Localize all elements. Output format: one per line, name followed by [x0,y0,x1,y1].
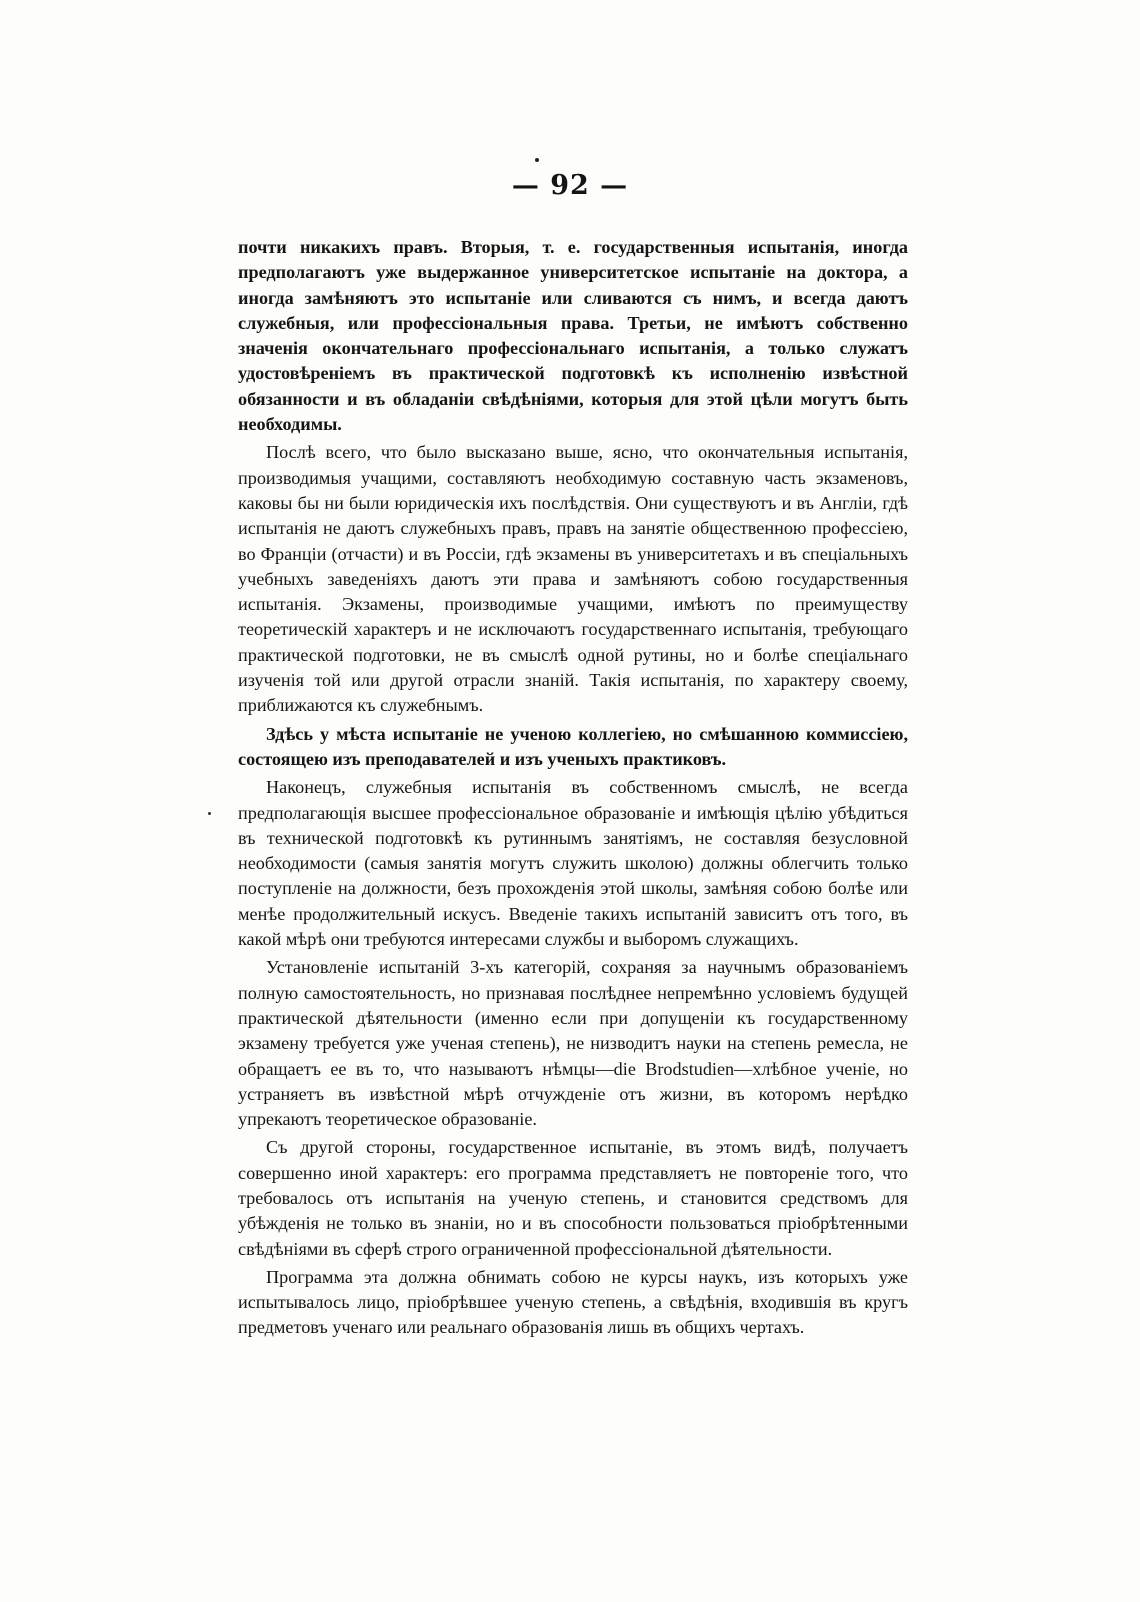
margin-mark [208,812,211,815]
page-number: — 92 — [511,170,629,201]
paragraph-5: Установленіе испытаній 3-хъ категорій, сохраняя за научнымъ образованіемъ полную самостоятельность, но признавая послѣднее непремѣнно условіемъ будущей практической дѣятельности (именно если при допущеніи къ государственному экзамену требуется уже ученая степень), не низводитъ науки на степень ремесла, не обращаетъ ее въ то, что называютъ нѣмцы—die Brodstudien—хлѣбное ученіе, но устраняетъ въ извѣстной мѣрѣ отчужденіе отъ жизни, въ которомъ нерѣдко упрекаютъ теоретическое образованіе. [238,957,908,1130]
paragraph-2: Послѣ всего, что было высказано выше, ясно, что окончательныя испытанія, производимыя учащими, составляютъ необходимую составную часть экзаменовъ, каковы бы ни были юридическія ихъ послѣдствія. Они существуютъ и въ Англіи, гдѣ испытанія не даютъ служебныхъ правъ, правъ на занятіе общественною профессіею, во Франціи (отчасти) и въ Россіи, гдѣ экзамены въ университетахъ и въ спеціальныхъ учебныхъ заведеніяхъ даютъ эти права и замѣняютъ собою государственныя испытанія. Экзамены, производимые учащими, имѣютъ по преимуществу теоретическій характеръ и не исключаютъ государственнаго испытанія, требующаго практической подготовки, не въ смыслѣ одной рутины, но и болѣе спеціальнаго изученія той или другой отрасли знаній. Такія испытанія, по характеру своему, приближаются къ служебнымъ. [238,442,908,716]
body-text [238,235,908,1344]
paragraph-3: Здѣсь у мѣста испытаніе не ученою коллегіею, но смѣшанною коммиссіею, состоящею изъ преподавателей и изъ ученыхъ практиковъ. [238,723,908,769]
paragraph-6: Съ другой стороны, государственное испытаніе, въ этомъ видѣ, получаетъ совершенно иной характеръ: его программа представляетъ не повтореніе того, что требовалось отъ испытанія на ученую степень, и становится средствомъ для убѣжденія не только въ знаніи, но и въ способности пользоваться пріобрѣтенными свѣдѣніями въ сферѣ строго ограниченной профессіональной дѣятельности. [238,1137,908,1259]
print-mark [535,158,539,162]
paragraph-7: Программа эта должна обнимать собою не курсы наукъ, изъ которыхъ уже испытывалось лицо, пріобрѣвшее ученую степень, а свѣдѣнія, входившія въ кругъ предметовъ ученаго или реальнаго образованія лишь въ общихъ чертахъ. [238,1266,908,1338]
paragraph-1: почти никакихъ правъ. Вторыя, т. е. государственныя испытанія, иногда предполагаютъ уже выдержанное университетское испытаніе на доктора, а иногда замѣняютъ это испытаніе или сливаются съ нимъ, и всегда даютъ служебныя, или профессіональныя права. Третьи, не имѣютъ собственно значенія окончательнаго профессіональнаго испытанія, а только служатъ удостовѣреніемъ въ практической подготовкѣ къ исполненію извѣстной обязанности и въ обладаніи свѣдѣніями, которыя для этой цѣли могутъ быть необходимы. [238,237,908,435]
paragraph-4: Наконецъ, служебныя испытанія въ собственномъ смыслѣ, не всегда предполагающія высшее профессіональное образованіе и имѣющія цѣлію убѣдиться въ технической подготовкѣ къ рутиннымъ занятіямъ, не составляя безусловной необходимости (самыя занятія могутъ служить школою) должны облегчить только поступленіе на должности, безъ прохожденія этой школы, замѣняя собою болѣе или менѣе продолжительный искусъ. Введеніе такихъ испытаній зависитъ отъ того, въ какой мѣрѣ они требуются интересами службы и выборомъ служащихъ. [238,777,908,950]
